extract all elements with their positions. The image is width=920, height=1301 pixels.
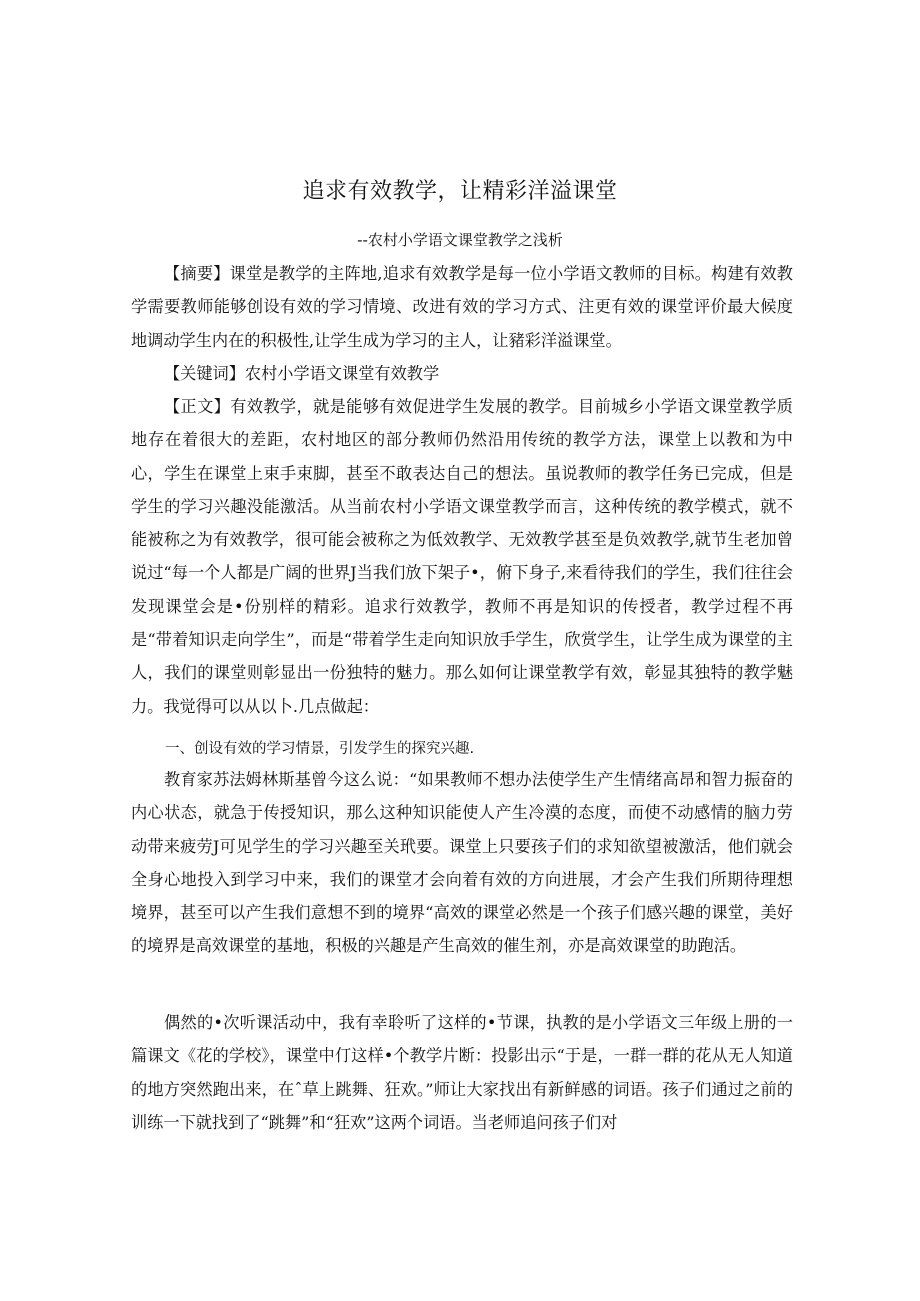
document-title: 追求有效教学，让精彩洋溢课堂 [302,179,618,204]
keywords-paragraph: 【关键词】农村小学语文课堂有效教学 [164,364,440,383]
section-paragraph-2: 偶然的•次听课活动中，我有幸聆听了这样的•节课，执教的是小学语文三年级上册的一篇课文《花的学校》，课堂中仃这样•个教学片断：投影出示“于是，一群一群的花从无人知道的地方突然跑出来，在ˆ草上跳舞、狂欢。”师让大家找出有新鲜感的词语。孩子们通过之前的训练一下就找到了“跳舞”和“狂欢”这两个词语。当老师追问孩子们对 [131,1013,793,1132]
section-heading: 一、创设有效的学习情景，引发学生的探究兴趣. [165,741,475,757]
document-subtitle: --农村小学语文课堂教学之浅析 [357,231,563,249]
abstract-paragraph: 【摘要】课堂是教学的主阵地,追求有效教学是每一位小学语文教师的目标。构建有效教学需要教师能够创设有效的学习情境、改进有效的学习方式、注更有效的课堂评价最大候度地调动学生内在的积极性,让学生成为学习的主人，让豬彩洋溢课堂。 [131,264,793,350]
main-text-paragraph: 【正文】有效教学，就是能够有效促进学生发展的教学。目前城乡小学语文课堂教学质地存在着很大的差距，农村地区的部分教师仍然沿用传统的教学方法，课堂上以教和为中心，学生在课堂上束手束脚，甚至不敢表达自己的想法。虽说教师的教学任务已完成，但是学生的学习兴趣没能激活。从当前农村小学语文课堂教学而言，这种传统的教学模式，就不能被称之为有效教学，很可能会被称之为低效教学、无效教学甚至是负效教学,就节生老加曾说过“每一个人都是广阔的世界J当我们放下架子•，俯下身子,来看待我们的学生，我们往往会发现课堂会是•份别样的精彩。追求行效教学，教师不再是知识的传授者，教学过程不再是“带着知识走向学生”，而是“带着学生走向知识放手学生，欣赏学生，让学生成为课堂的主人，我们的课堂则彰显出一份独特的魅力。那么如何让课堂教学有效，彰显其独特的教学魅力。我觉得可以从以卜.几点做起： [131,397,793,716]
section-paragraph-1: 教育家苏法姆林斯基曾今这么说：“如果教师不想办法使学生产生情绪高昂和智力振奋的内心状态，就急于传授知识，那么这种知识能使人产生冷漠的态度，而使不动感情的脑力劳动带来疲劳J可见学生的学习兴趣至关玳要。课堂上只要孩子们的求知欲望被激活，他们就会全身心地投入到学习中来，我们的课堂才会向着有效的方向进展，才会产生我们所期待理想境界，甚至可以产生我们意想不到的境界“高效的课堂必然是一个孩子们感兴趣的课堂，美好的境界是高效课堂的基地，积极的兴趣是产生高效的催生剂，亦是高效课堂的助跑活。 [131,770,793,956]
